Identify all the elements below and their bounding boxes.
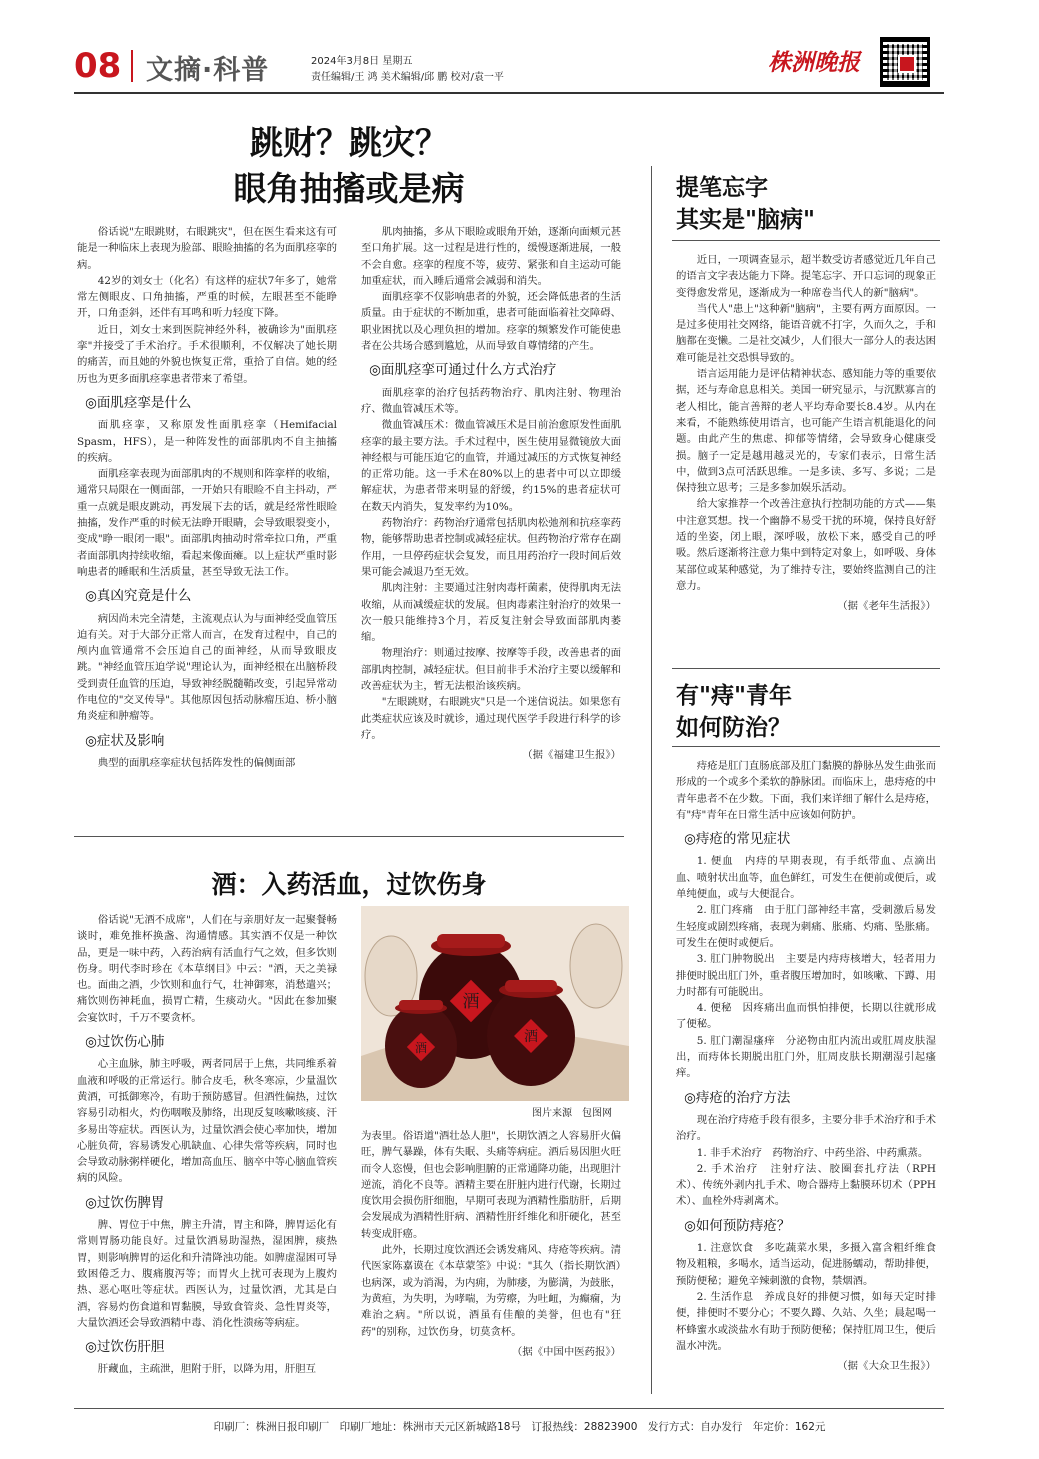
paragraph: 给大家推荐一个改善注意执行控制功能的方式——集中注意冥想。找一个幽静不易受干扰的环境，保持良好舒适的坐姿，闭上眼，深呼吸，放松下来，感受自己的呼吸。然后逐渐将注意力集中到特定对象上，如呼吸、身体某部位或某种感觉，为了维持专注，要始终监测自己的注意力。	[676, 498, 936, 592]
article-column	[361, 1128, 621, 1360]
jar-label: 酒	[524, 1029, 538, 1045]
paragraph: 现在治疗痔疮手段有很多，主要分非手术治疗和手术治疗。	[676, 1113, 936, 1143]
headline-rule	[672, 746, 940, 747]
jar-label: 酒	[462, 992, 480, 1012]
headline-line-2: 如何防治？	[676, 714, 791, 741]
article-column	[676, 758, 936, 1374]
source-credit: （据《中国中医药报》）	[511, 1345, 621, 1358]
paragraph: 4. 便秘 因疼痛出血而惧怕排便，长期以往就形成了便秘。	[676, 1002, 936, 1031]
paragraph: 病因尚未完全清楚，主流观点认为与面神经受血管压迫有关。对于大部分正常人而言，在发育过程中，自己的颅内血管通常不会压迫自己的面神经，从而导致眼皮跳。"神经血管压迫学说"理论认为，面神经根在出脑桥段受到责任血管的压迫，导致神经脱髓鞘改变，引起异常动作电位的"交叉传导"。其他原因包括动脉瘤压迫、桥小脑角炎症和肿瘤等。	[77, 612, 337, 723]
paragraph: 面肌痉挛的治疗包括药物治疗、肌肉注射、物理治疗、微血管减压术等。	[361, 386, 621, 415]
page-number: 08	[74, 46, 122, 86]
qr-center-mark	[898, 55, 916, 73]
paragraph: 面肌痉挛表现为面部肌肉的不规则和阵挛样的收缩，通常只局限在一侧面部，一开始只有眼睑不自主抖动，严重一点就是眼皮跳动，再发展下去的话，就是经常性眼睑抽搐，发作严重的时候无法睁开眼睛，会导致眼裂变小，变成"睁一眼闭一眼"。面部肌肉抽动时常牵拉口角，严重者面部肌肉持续收缩，看起来像面瘫。以上症状严重时影响患者的睡眠和生活质量，甚至导致无法工作。	[77, 468, 337, 578]
paragraph: 脾、胃位于中焦，脾主升清，胃主和降，脾胃运化有常则胃肠功能良好。过量饮酒易助湿热，湿困脾，痰热胃，则影响脾胃的运化和升清降浊功能。如脾虚湿困可导致困倦乏力、腹痛腹泻等；而胃火上扰可表现为上腹灼热、恶心呕吐等症状。西医认为，过量饮酒，尤其是白酒，容易灼伤食道和胃黏膜，导致食管炎、急性胃炎等，大量饮酒还会导致酒精中毒、消化性溃疡等病症。	[77, 1219, 337, 1329]
subheading: ◎痔疮的常见症状	[684, 831, 791, 848]
headline-line-1: 提笔忘字	[676, 174, 768, 201]
paragraph: 5. 肛门潮湿瘙痒 分泌物由肛内流出或肛周皮肤湿出，而痔体长期脱出肛门外，肛周皮肤长期潮湿引起瘙痒。	[676, 1034, 936, 1080]
wine-jar-icon	[361, 906, 629, 1101]
paragraph: 语言运用能力是评估精神状态、感知能力等的重要依据，还与寿命息息相关。美国一研究显示，与沉默寡言的老人相比，能言善辩的老人平均寿命要长8.4岁。从内在来看，不能熟练使用语言，也可能产生语言机能退化的问题。由此产生的焦虑、抑郁等情绪，会导致身心健康受损。脑子一定是越用越灵光的，专家们表示，日常生活中，做到3点可活跃思维。一是多读、多写、多说；二是保持独立思考；三是多参加娱乐活动。	[676, 368, 936, 495]
subheading: ◎如何预防痔疮？	[684, 1217, 791, 1234]
paragraph: 物理治疗：则通过按摩、按摩等手段，改善患者的面部肌肉控制，减轻症状。但目前非手术治疗主要以缓解和改善症状为主，暂无法根治该疾病。	[361, 647, 621, 693]
article-column	[361, 224, 621, 764]
paragraph: 1. 便血 内痔的早期表现，有手纸带血、点滴出血、喷射状出血等，血色鲜红，可发生在便前或便后，或单纯便血，或与大便混合。	[676, 855, 936, 901]
headline-line-1: 跳财？跳灾？	[250, 123, 448, 162]
paragraph: 近日，一项调查显示，超半数受访者感觉近几年自己的语言文字表达能力下降。提笔忘字、开口忘词的现象正变得愈发常见，逐渐成为一种席卷当代人的新"脑病"。	[676, 254, 936, 299]
newspaper-logo: 株洲晚报	[768, 49, 860, 76]
paragraph: 3. 肛门肿物脱出 主要是内痔痔核增大，轻者用力排便时脱出肛门外，重者腹压增加时，如咳嗽、下蹲、用力时都有可能脱出。	[676, 953, 936, 998]
headline-line-1: 有"痔"青年	[676, 682, 792, 709]
article-column	[676, 252, 936, 615]
column-divider	[651, 166, 652, 1394]
subheading: ◎过饮伤心肺	[85, 1034, 165, 1051]
paragraph: 为表里。俗语道"酒壮怂人胆"，长期饮酒之人容易肝火偏旺，脾气暴躁，体有失眠、头痛等病症。酒后易因胆火旺而令人恣慢，但也会影响胆腑的正常通降功能，出现胆汁逆流，消化不良等。酒精主要在肝脏内进行代谢，长期过度饮用会损伤肝细胞，早期可表现为酒精性脂肪肝，后期会发展成为酒精性肝病、酒精性肝纤维化和肝硬化，甚至转变成肝癌。	[361, 1130, 621, 1240]
article-column	[77, 224, 337, 771]
paragraph: 心主血脉，肺主呼吸，两者同居于上焦，共同维系着血液和呼吸的正常运行。肺合皮毛，秋冬寒凉，少量温饮黄酒，可抵御寒冷，有助于预防感冒。但酒性偏热，过饮容易引动相火，灼伤咽喉及肺络，出现反复咳嗽咳痰、汗多易出等症状。西医认为，过量饮酒会使心率加快，增加心脏负荷，容易诱发心肌缺血、心律失常等疾病，同时也会导致动脉粥样硬化，增加高血压、脑卒中等心脑血管疾病的风险。	[77, 1058, 337, 1185]
paragraph: 肌肉注射：主要通过注射肉毒杆菌素，使得肌肉无法收缩，从而减缓症状的发展。但肉毒素注射治疗的效果一次一般只能维持3个月，若反复注射会导致面部肌肉萎缩。	[361, 582, 621, 644]
article-column	[77, 912, 337, 1378]
article-headline	[676, 172, 936, 236]
headline-line-2: 其实是"脑病"	[676, 206, 815, 233]
paragraph: 肝藏血，主疏泄，胆附于肝，以降为用，肝胆互	[97, 1363, 316, 1376]
source-credit: （据《大众卫生报》）	[837, 1360, 936, 1373]
paragraph: 俗话说"左眼跳财，右眼跳灾"，但在医生看来这有可能是一种临床上表现为脸部、眼睑抽搐的名为面肌痉挛的病。	[77, 226, 337, 271]
paragraph: 微血管减压术：微血管减压术是目前治愈原发性面肌痉挛的最主要方法。手术过程中，医生使用显微镜放大面神经根与可能压迫它的血管，并通过减压的方式恢复神经的正常功能。这一手术在80%以上的患者中可以立即缓解症状，为患者带来明显的舒缓，约15%的患者症状可在数天内消失，复发率约为10%。	[361, 419, 621, 513]
subheading: ◎痔疮的治疗方法	[684, 1089, 791, 1106]
subheading: ◎面肌痉挛是什么	[85, 394, 192, 411]
paragraph: 当代人"患上"这种新"脑病"，主要有两方面原因。一是过多使用社交网络，能语音就不打字，久而久之，手和脑都在变懒。二是社交减少，人们很大一部分人的表达困难可能是社交恐惧导致的。	[676, 302, 936, 364]
header-rule	[74, 92, 944, 94]
source-credit: （据《福建卫生报》）	[522, 749, 621, 762]
paragraph: 肌肉抽搐，多从下眼睑或眼角开始，逐渐向面颊元甚至口角扩展。这一过程是进行性的，缓慢逐渐进展，一般不会自愈。痉挛的程度不等，疲劳、紧张和自主运动可能加重症状，而入睡后通常会减弱和消失。	[361, 226, 621, 287]
source-credit: （据《老年生活报》）	[837, 600, 936, 613]
subheading: ◎面肌痉挛可通过什么方式治疗	[369, 362, 557, 379]
wine-jar-illustration	[361, 906, 629, 1101]
section-title: 文摘·科普	[146, 55, 270, 86]
header-divider	[131, 50, 133, 82]
subheading: ◎真凶究竟是什么	[85, 588, 192, 605]
headline-line-2: 眼角抽搐或是病	[233, 169, 465, 208]
image-caption: 图片来源 包图网	[532, 1108, 612, 1119]
section-divider	[74, 836, 624, 837]
headline-rule	[672, 240, 940, 241]
article-headline	[74, 120, 624, 212]
paragraph: 典型的面肌痉挛症状包括阵发性的偏侧面部	[97, 756, 296, 769]
subheading: ◎症状及影响	[85, 732, 165, 749]
article-headline	[676, 680, 936, 744]
paragraph: 2. 手术治疗 注射疗法、胶圈套扎疗法（RPH术）、传统外剥内扎手术、吻合器痔上黏膜环切术（PPH术）、血栓外痔剥离术。	[676, 1162, 936, 1208]
paragraph: 2. 肛门疼痛 由于肛门部神经丰富，受刺激后易发生轻度或剧烈疼痛，表现为刺痛、胀痛、灼痛、坠胀痛。可发生在便时或便后。	[676, 904, 936, 949]
issue-date: 2024年3月8日 星期五	[311, 56, 413, 67]
subheading: ◎过饮伤脾胃	[85, 1194, 165, 1211]
subheading: ◎过饮伤肝胆	[85, 1339, 165, 1356]
paragraph: 1. 注意饮食 多吃蔬菜水果，多摄入富含粗纤维食物及粗粮，多喝水，适当运动，促进肠蠕动，帮助排便，预防便秘；避免辛辣刺激的食物，禁烟酒。	[676, 1242, 936, 1287]
print-info: 印刷厂：株洲日报印刷厂 印刷厂地址：株洲市天元区新城路18号 订报热线：28823900 发行方式：自办发行 年定价：162元	[213, 1421, 826, 1433]
paragraph: 俗话说"无酒不成席"，人们在与亲朋好友一起聚餐畅谈时，难免推杯换盏、沟通情感。其实酒不仅是一种饮品，更是一味中药，入药治病有活血行气之效，但多饮则伤身。明代李时珍在《本草纲目》中云："酒，天之美禄也。面曲之酒，少饮则和血行气，壮神御寒，消愁遣兴；痛饮则伤神耗血，损胃亡精，生痰动火。"因此在参加聚会宴饮时，千万不要贪杯。	[77, 914, 337, 1024]
paragraph: "左眼跳财，右眼跳灾"只是一个迷信说法。如果您有此类症状应该及时就诊，通过现代医学手段进行科学的诊疗。	[361, 696, 621, 741]
paragraph: 1. 非手术治疗 药物治疗、中药坐浴、中药熏蒸。	[696, 1146, 929, 1159]
footer-rule	[74, 1408, 944, 1409]
article-headline: 酒：入药活血，过饮伤身	[211, 870, 487, 899]
paragraph: 面肌痉挛，又称原发性面肌痉挛（Hemifacial Spasm，HFS），是一种阵发性的面部肌肉不自主抽搐的疾病。	[77, 419, 337, 464]
paragraph: 面肌痉挛不仅影响患者的外貌，还会降低患者的生活质量。由于症状的不断加重，患者可能面临着社交障碍、职业困扰以及心理负担的增加。痉挛的频繁发作可能使患者在公共场合感到尴尬，从而导致自尊情绪的产生。	[361, 291, 621, 353]
paragraph: 42岁的刘女士（化名）有这样的症状7年多了，她常常左侧眼皮、口角抽搐，严重的时候，左眼甚至不能睁开，口角歪斜，还伴有耳鸣和听力轻度下降。	[77, 274, 337, 320]
editor-credits: 责任编辑/王 鸿 美术编辑/邱 鹏 校对/袁一平	[311, 72, 504, 83]
section-divider	[672, 668, 940, 669]
jar-label: 酒	[414, 1041, 428, 1055]
paragraph: 2. 生活作息 养成良好的排便习惯，如每天定时排便，排便时不要分心；不要久蹲、久站、久坐；晨起喝一杯蜂蜜水或淡盐水有助于预防便秘；保持肛周卫生，便后温水冲洗。	[676, 1290, 936, 1352]
paragraph: 此外，长期过度饮酒还会诱发痛风、痔疮等疾病。清代医家陈嘉谟在《本草蒙筌》中说："其久（指长期饮酒）也病深，或为消渴，为内痈，为肺痿，为膨满，为鼓胀，为黄疸，为失明，为哮喘，为劳瘵，为吐衄，为癫痫，为难治之病。"所以说，酒虽有佳酿的美誉，但也有"狂药"的别称，过饮伤身，切莫贪杯。	[361, 1244, 621, 1338]
paragraph: 药物治疗：药物治疗通常包括肌肉松弛剂和抗痉挛药物，能够帮助患者控制或减轻症状。但药物治疗常存在副作用，一旦停药症状会复发，而且用药治疗一段时间后效果可能会减退乃至无效。	[361, 517, 621, 578]
paragraph: 痔疮是肛门直肠底部及肛门黏膜的静脉丛发生曲张而形成的一个或多个柔软的静脉团。而临床上，患痔疮的中青年患者不在少数。下面，我们来详细了解什么是痔疮，有"痔"青年在日常生活中应该如何防护。	[676, 760, 936, 821]
paragraph: 近日，刘女士来到医院神经外科，被确诊为"面肌痉挛"并接受了手术治疗。手术很顺利，不仅解决了她长期的痛苦，而且她的外貌也恢复正常，重拾了自信。她的经历也为更多面肌痉挛患者带来了希望。	[77, 323, 337, 385]
